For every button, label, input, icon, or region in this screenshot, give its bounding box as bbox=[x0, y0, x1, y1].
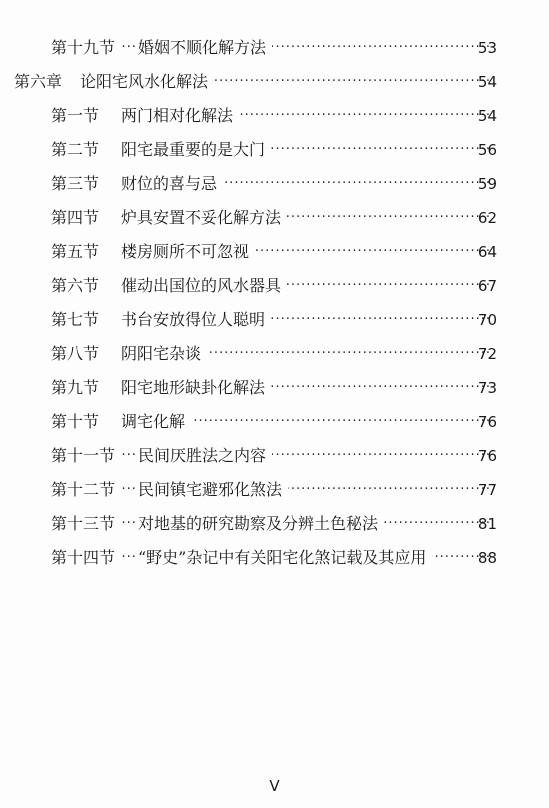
toc-entry-title: 民间厌胜法之内容 bbox=[138, 444, 272, 468]
toc-entry bbox=[0, 240, 549, 276]
toc-entry-label: 第十二节 bbox=[51, 480, 116, 499]
toc-entry-page: 77 bbox=[477, 481, 497, 499]
toc-entry-label: 第八节 bbox=[51, 344, 100, 363]
toc-entry-page: 70 bbox=[477, 311, 497, 329]
toc-entry-title: 论阳宅风水化解法 bbox=[80, 70, 214, 94]
toc-entry bbox=[0, 512, 549, 548]
toc-entry bbox=[0, 410, 549, 446]
toc-entry-label: 第四节 bbox=[51, 208, 100, 227]
toc-entry-label: 第七节 bbox=[51, 310, 100, 329]
page-folio: V bbox=[269, 777, 280, 795]
toc-entry-page: 76 bbox=[477, 447, 497, 465]
toc-entry-page: 67 bbox=[477, 277, 497, 295]
toc-entry-title: 阳宅地形缺卦化解法 bbox=[121, 376, 271, 400]
toc-entry bbox=[0, 546, 549, 582]
toc-entry-page: 54 bbox=[477, 107, 497, 125]
toc-entry-page: 72 bbox=[477, 345, 497, 363]
toc-entry-title: 催动出国位的风水器具 bbox=[121, 274, 287, 298]
toc-entry bbox=[0, 376, 549, 412]
toc-entry-label: 第二节 bbox=[51, 140, 100, 159]
toc-entry-label: 第十节 bbox=[51, 412, 100, 431]
toc-entry-title: “野史”杂记中有关阳宅化煞记载及其应用 bbox=[138, 546, 432, 570]
toc-entry-title: 对地基的研究勘察及分辨土色秘法 bbox=[138, 512, 384, 536]
toc-entry-title: 调宅化解 bbox=[121, 410, 191, 434]
toc-entry bbox=[0, 342, 549, 378]
toc-entry-label: 第十一节 bbox=[51, 446, 116, 465]
toc-entry-title: 阴阳宅杂谈 bbox=[121, 342, 207, 366]
toc-entry bbox=[0, 444, 549, 480]
toc-entry-page: 54 bbox=[477, 73, 497, 91]
toc-entry bbox=[0, 308, 549, 344]
toc-entry bbox=[0, 274, 549, 310]
toc-entry-title: 阳宅最重要的是大门 bbox=[121, 138, 271, 162]
toc-entry-label: 第九节 bbox=[51, 378, 100, 397]
toc-entry-page: 73 bbox=[477, 379, 497, 397]
toc-entry-label: 第六节 bbox=[51, 276, 100, 295]
toc-entry-page: 62 bbox=[477, 209, 497, 227]
toc-entry-title: 书台安放得位人聪明 bbox=[121, 308, 271, 332]
toc-entry bbox=[0, 36, 549, 72]
toc-entry-chapter bbox=[0, 70, 549, 106]
toc-entry-title: 楼房厕所不可忽视 bbox=[121, 240, 255, 264]
toc-entry-label: 第三节 bbox=[51, 174, 100, 193]
toc-entry-label: 第十三节 bbox=[51, 514, 116, 533]
toc-entry-title: 婚姻不顺化解方法 bbox=[138, 36, 272, 60]
toc-entry bbox=[0, 104, 549, 140]
toc-entry-page: 53 bbox=[477, 39, 497, 57]
toc-entry-label: 第一节 bbox=[51, 106, 100, 125]
toc-entry-page: 59 bbox=[477, 175, 497, 193]
toc-entry-page: 88 bbox=[477, 549, 497, 567]
toc-entry bbox=[0, 138, 549, 174]
toc-entry bbox=[0, 172, 549, 208]
toc-entry-label: 第十九节 bbox=[51, 38, 116, 57]
toc-entry bbox=[0, 478, 549, 514]
toc-entry-label: 第十四节 bbox=[51, 548, 116, 567]
toc-entry-title: 民间镇宅避邪化煞法 bbox=[138, 478, 288, 502]
toc-entry-page: 64 bbox=[477, 243, 497, 261]
toc-entry-label: 第六章 bbox=[14, 72, 63, 91]
toc-entry-title: 两门相对化解法 bbox=[121, 104, 239, 128]
toc-entry bbox=[0, 206, 549, 242]
toc-entry-page: 76 bbox=[477, 413, 497, 431]
toc-entry-page: 56 bbox=[477, 141, 497, 159]
toc-entry-title: 炉具安置不妥化解方法 bbox=[121, 206, 287, 230]
toc-entry-label: 第五节 bbox=[51, 242, 100, 261]
toc-entry-page: 81 bbox=[477, 515, 497, 533]
toc-entry-title: 财位的喜与忌 bbox=[121, 172, 223, 196]
